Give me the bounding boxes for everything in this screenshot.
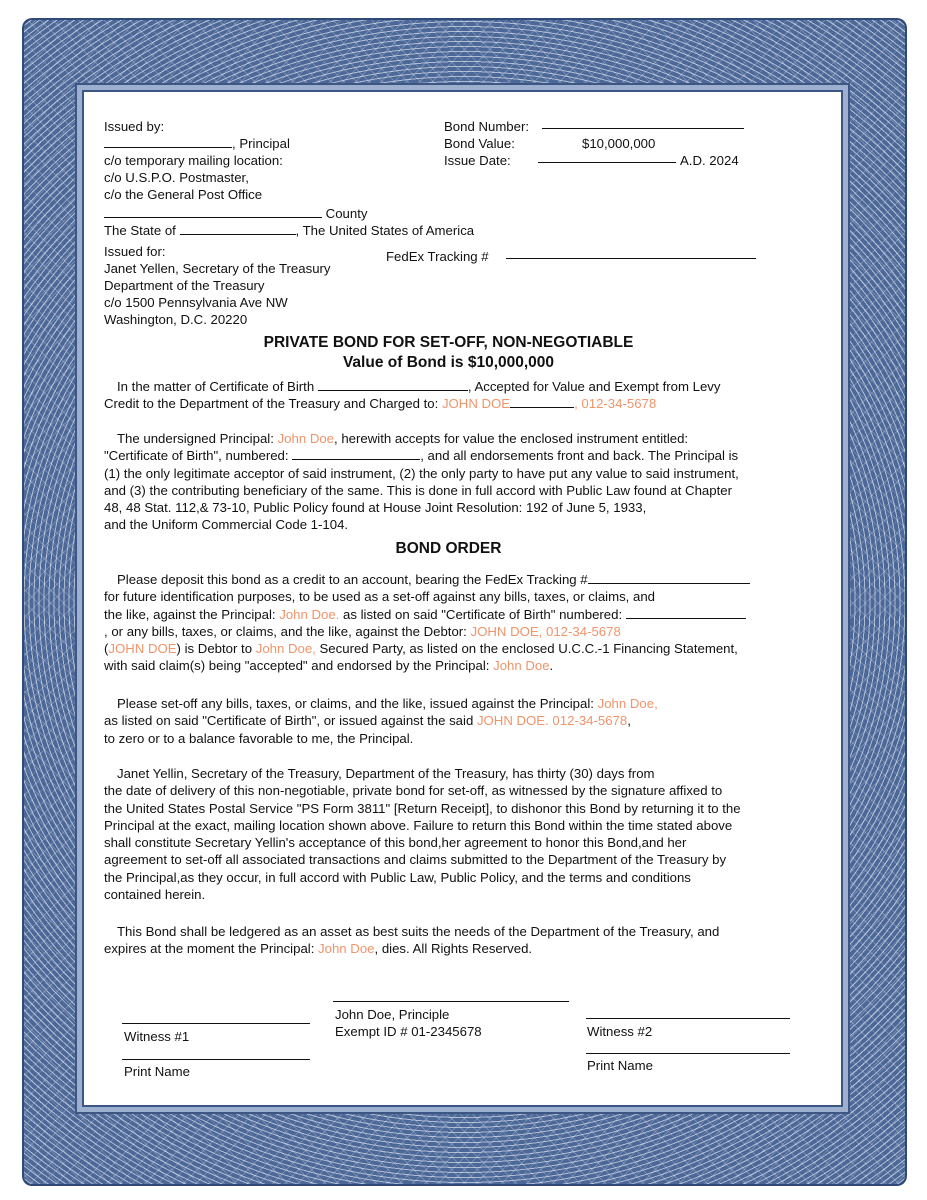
bond-value: $10,000,000	[582, 136, 656, 151]
witness2-signature-line	[586, 1018, 790, 1019]
text: , and all endorsements front and back. The Principal is	[420, 448, 739, 464]
post-office-line: c/o the General Post Office	[104, 187, 263, 202]
text: expires at the moment the Principal:	[104, 941, 315, 957]
text: ) is Debtor to	[176, 641, 253, 657]
county-line	[104, 205, 367, 222]
text: "Certificate of Birth", numbered:	[104, 448, 289, 464]
paragraph-deposit	[104, 571, 820, 675]
state-blank	[180, 222, 296, 235]
text-line: the date of delivery of this non-negotiable, private bond for set-off, as witnessed by the signature affixed to	[104, 783, 723, 799]
charged-to-name: JOHN DOE	[441, 396, 511, 412]
text: ,	[627, 713, 631, 729]
bond-value-title: Value of Bond is $10,000,000	[342, 354, 555, 371]
certificate-number-blank	[292, 447, 420, 460]
birth-cert-blank	[318, 378, 468, 391]
principal-name: John Doe,	[255, 641, 316, 657]
text-line: for future identification purposes, to be used as a set-off against any bills, taxes, or claims, and	[104, 589, 656, 605]
paragraph-ledger	[104, 923, 820, 958]
principal-name: John Doe,	[597, 696, 658, 711]
bond-title: PRIVATE BOND FOR SET-OFF, NON-NEGOTIABLE	[263, 334, 634, 351]
issue-date-blank	[538, 150, 676, 163]
bond-number-label: Bond Number:	[444, 119, 530, 134]
text: (	[104, 641, 109, 657]
text: Please deposit this bond as a credit to an account, bearing the FedEx Tracking #	[117, 572, 588, 587]
certificate-number-blank	[626, 606, 746, 619]
witness1-print-name: Print Name	[124, 1064, 190, 1079]
issued-for-line: Washington, D.C. 20220	[104, 312, 248, 327]
paragraph-set-off	[104, 695, 820, 747]
text: , herewith accepts for value the enclosed instrument entitled:	[334, 431, 689, 446]
principal-signature-name: John Doe, Principle	[335, 1007, 450, 1022]
fedex-deposit-blank	[588, 571, 750, 584]
bond-order-heading: BOND ORDER	[395, 540, 502, 557]
paragraph-birth-certificate: In the matter of Certificate of Birth , Accepted for Value and Exempt from Levy Credit to the Department of the Treasury and Charged to: JOHN DOE , 012-34-5678	[104, 379, 721, 412]
text: .	[549, 658, 554, 674]
postmaster-line: c/o U.S.P.O. Postmaster,	[104, 170, 249, 185]
principal-name: John Doe	[493, 658, 550, 674]
text-line: shall constitute Secretary Yellin's acceptance of this bond,her agreement to honor this Bond,and her	[104, 835, 687, 851]
text-line: agreement to set-off all associated transactions and claims submitted to the Department of the Treasury by	[104, 852, 727, 868]
text: Please set-off any bills, taxes, or claims, and the like, issued against the Principal:	[117, 696, 594, 711]
text: as listed on said "Certificate of Birth" numbered:	[343, 606, 623, 622]
text: the like, against the Principal:	[104, 606, 276, 622]
bond-value-label: Bond Value:	[444, 136, 515, 151]
fedex-tracking-blank	[506, 246, 756, 259]
debtor-name: JOHN DOE	[108, 641, 177, 657]
state-suffix: , The United States of America	[295, 223, 475, 238]
paragraph-dishonor	[104, 765, 820, 903]
issued-for-line: c/o 1500 Pennsylvania Ave NW	[104, 295, 288, 310]
principal-line	[104, 135, 290, 152]
paragraph-acceptance	[104, 430, 820, 534]
text: The undersigned Principal:	[117, 431, 274, 446]
issue-date-year: A.D. 2024	[680, 153, 739, 168]
text-line: contained herein.	[104, 887, 206, 903]
principal-name: John Doe	[318, 941, 375, 957]
county-blank	[104, 205, 322, 218]
witness1-label: Witness #1	[124, 1029, 190, 1044]
issued-for-line: Janet Yellen, Secretary of the Treasury	[104, 261, 331, 276]
text-line: (1) the only legitimate acceptor of said instrument, (2) the only party to have put any value to said instrument,	[104, 465, 739, 481]
debtor-name: JOHN DOE. 012-34-5678	[476, 713, 628, 729]
charged-to-ssn: 012-34-5678	[581, 396, 657, 412]
principal-blank	[104, 135, 232, 148]
text-line: This Bond shall be ledgered as an asset as best suits the needs of the Department of the Treasury, and	[117, 924, 720, 939]
text-line: and (3) the contributing beneficiary of the same. This is done in full accord with Public Law found at Chapter	[104, 482, 732, 498]
exempt-id: Exempt ID # 01-2345678	[335, 1024, 482, 1039]
text-line: Janet Yellin, Secretary of the Treasury, Department of the Treasury, has thirty (30) days from	[117, 766, 655, 781]
state-line	[104, 222, 474, 239]
text: In the matter of Certificate of Birth	[117, 379, 315, 394]
text: Credit to the Department of the Treasury and Charged to:	[104, 396, 439, 412]
bond-number-blank	[542, 116, 744, 129]
issued-for-line: Department of the Treasury	[104, 278, 265, 293]
charged-to-blank	[510, 395, 574, 408]
witness2-label: Witness #2	[587, 1024, 653, 1039]
mailing-location-label: c/o temporary mailing location:	[104, 153, 283, 168]
debtor-name: JOHN DOE, 012-34-5678	[470, 623, 621, 639]
text: , dies. All Rights Reserved.	[374, 941, 533, 957]
witness2-print-name: Print Name	[587, 1058, 653, 1073]
fedex-tracking-label: FedEx Tracking #	[386, 249, 489, 264]
text-line: to zero or to a balance favorable to me, the Principal.	[104, 730, 414, 746]
witness1-signature-line	[122, 1023, 310, 1024]
witness1-print-line	[122, 1059, 310, 1060]
principal-name: John Doe	[277, 431, 335, 446]
state-prefix: The State of	[104, 223, 176, 238]
issued-by-label: Issued by:	[104, 119, 165, 134]
text: Secured Party, as listed on the enclosed U.C.C.-1 Financing Statement,	[319, 641, 738, 657]
county-label: County	[325, 206, 368, 221]
text: as listed on said "Certificate of Birth", or issued against the said	[104, 713, 474, 729]
text: , Accepted for Value and Exempt from Levy	[467, 379, 721, 394]
bond-document	[96, 106, 826, 1096]
issue-date-label: Issue Date:	[444, 153, 511, 168]
text-line: and the Uniform Commercial Code 1-104.	[104, 517, 349, 533]
principal-name: John Doe.	[279, 606, 340, 622]
text: with said claim(s) being "accepted" and endorsed by the Principal:	[104, 658, 490, 674]
text-line: 48, 48 Stat. 112,& 73-10, Public Policy found at House Joint Resolution: 192 of June 5, 1933,	[104, 500, 647, 516]
principal-label: , Principal	[232, 136, 290, 151]
text-line: Principal at the exact, mailing location shown above. Failure to return this Bond within the time stated above	[104, 817, 733, 833]
text: , or any bills, taxes, or claims, and the like, against the Debtor:	[104, 623, 467, 639]
issued-for-label: Issued for:	[104, 244, 166, 259]
text-line: the Principal,as they occur, in full accord with Public Law, Public Policy, and the terms and conditions	[104, 869, 691, 885]
witness2-print-line	[586, 1053, 790, 1054]
principal-signature-line	[333, 1001, 569, 1002]
text-line: the United States Postal Service "PS Form 3811" [Return Receipt], to dishonor this Bond by returning it to the	[104, 800, 741, 816]
